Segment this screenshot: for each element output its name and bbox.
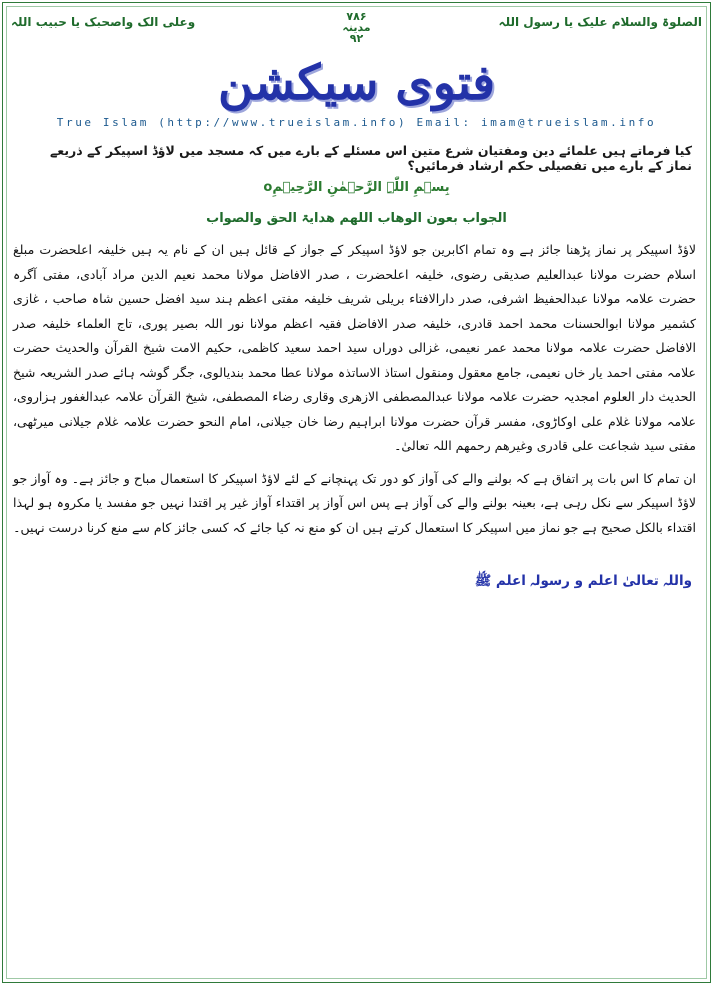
page-title: فتوی سیکشن bbox=[217, 55, 496, 111]
fatwa-question: کیا فرماتے ہیں علمائے دین ومفتیان شرع متین اس مسئلے کے بارے میں کہ مسجد میں لاؤڈ اسپیکر کے ذریعے نماز کے بارے میں تفصیلی حکم ارشاد فرمائیں؟ bbox=[49, 143, 692, 173]
reference-number bbox=[342, 11, 370, 44]
salutation-right: الصلوۃ والسلام علیک یا رسول اللہ bbox=[498, 15, 702, 29]
site-contact-line: True Islam (http://www.trueislam.info) Email: imam@trueislam.info bbox=[56, 116, 657, 129]
answer-paragraph-1: لاؤڈ اسپیکر پر نماز پڑھنا جائز ہے وہ تمام اکابرین جو لاؤڈ اسپیکر کے جواز کے قائل ہیں ان کے نام یہ ہیں خلیفہ اعلحضرت مبلغ اسلام حضرت مولانا عبدالعلیم صدیقی رضوی، خلیفہ اعلحضرت ، صدر الافاضل مولانا محمد نعیم الدین مراد آبادی، مفتی آگرہ حضرت علامہ مولانا عبدالحفیظ اشرفی، صدر دارالافتاء بریلی شریف خلیفہ مفتی اعظم ہند سید افضل حسین شاہ صاحب ، غازی کشمیر مولانا ابوالحسنات محمد احمد قادری، خلیفہ صدر الافاضل فقیہ اعظم مولانا نور اللہ بصیر پوری، تاج العلماء خلیفہ صدر الافاضل حضرت علامہ مولانا محمد عمر نعیمی، غزالی دوراں سید احمد سعید کاظمی، حکیم الامت شیخ القرآن والحدیث حضرت علامہ مفتی احمد یار خاں نعیمی، جامع معقول ومنقول استاذ الاساتذہ مولانا عطا محمد بندیالوی، جگر گوشہ ہائے صدر الشریعہ شیخ الحدیث دار العلوم امجدیہ حضرت علامہ مولانا عبدالمصطفی الازھری وقاری رضاء المصطفی، شیخ القرآن علامہ عبدالغفور ہزاروی، علامہ مولانا غلام علی اوکاڑوی، مفسر قرآن حضرت مولانا ابراہیم رضا خان جیلانی، امام النحو حضرت علامہ غلام جیلانی میرٹھی، مفتی سید شجاعت علی قادری وغیرھم رحمھم اللہ تعالیٰ۔ bbox=[13, 242, 696, 453]
header-bar bbox=[3, 11, 710, 45]
ref-top: ۷۸۶ bbox=[346, 10, 367, 23]
answer-heading: الجواب بعون الوھاب اللھم ھدایۃ الحق والصواب bbox=[206, 211, 507, 226]
salutation-left: وعلی الک واصحبک یا حبیب اللہ bbox=[11, 15, 196, 29]
answer-paragraph-2: ان تمام کا اس بات پر اتفاق ہے کہ بولنے والے کی آواز کو دور تک پہنچانے کے لئے لاؤڈ اسپیکر کا استعمال مباح و جائز ہے۔ وہ آواز جو لاؤڈ اسپیکر سے نکل رہی ہے، بعینہ بولنے والے کی آواز ہے پس اس آواز پر اقتداء آواز غیر پر اقتدا نہیں جو مفسد یا مکروہ ہو لہذا اقتداء بالکل صحیح ہے جو نماز میں اسپیکر کا استعمال کرتے ہیں ان کو منع نہ کیا جائے کہ کسی جائز کام سے منع کرنا درست نہیں۔ bbox=[13, 470, 696, 535]
answer-body bbox=[13, 238, 696, 540]
page-frame bbox=[2, 2, 711, 983]
ref-mid: مدینہ bbox=[342, 21, 371, 34]
bismillah: بِسۡمِ اللّٰہِ الرَّحۡمٰنِ الرَّحِیۡمِo bbox=[263, 180, 450, 195]
ref-bottom: ۹۲ bbox=[349, 32, 364, 45]
closing-formula: واللہ تعالیٰ اعلم و رسولہ اعلم ﷺ bbox=[474, 573, 692, 589]
